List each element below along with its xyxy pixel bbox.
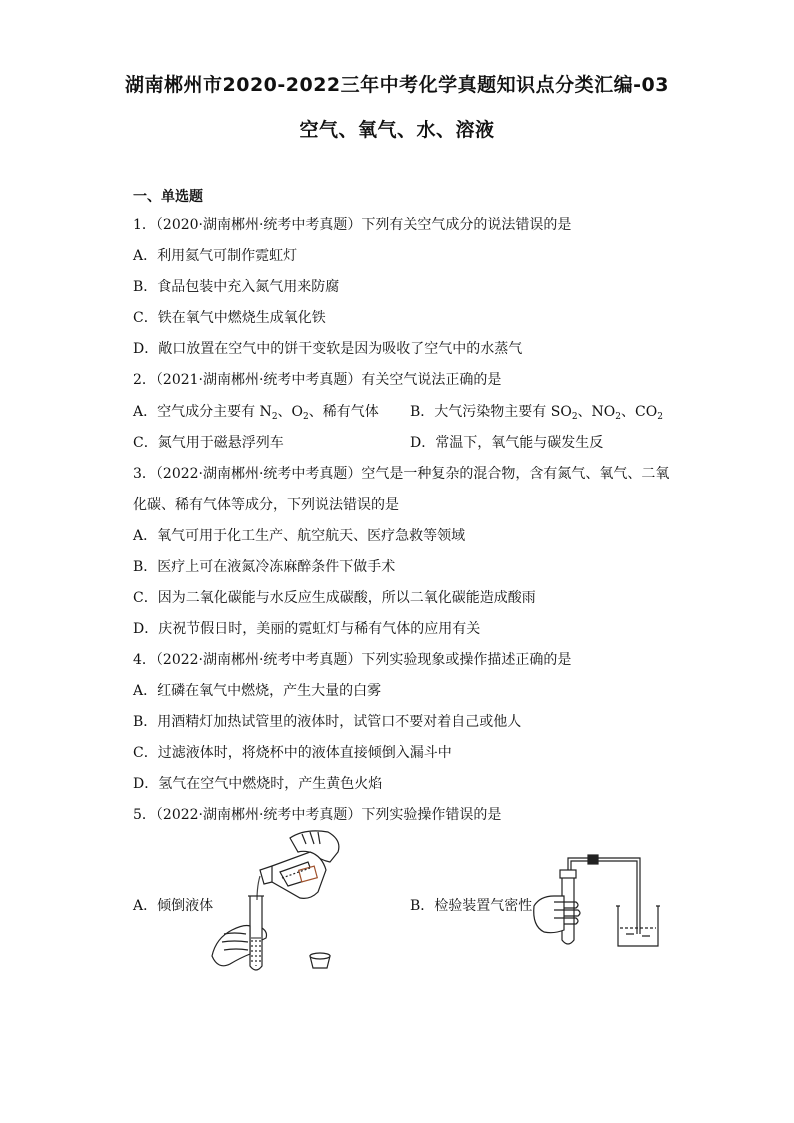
q4-option-c[interactable]: C．过滤液体时，将烧杯中的液体直接倾倒入漏斗中 xyxy=(133,745,452,761)
subscript: 2 xyxy=(571,412,578,422)
q2-a-text: 、O xyxy=(277,404,304,420)
q2-b-text: B．大气污染物主要有 SO xyxy=(410,404,572,420)
q3-option-b[interactable]: B．医疗上可在液氮冷冻麻醉条件下做手术 xyxy=(133,559,396,575)
pouring-liquid-figure xyxy=(210,828,360,973)
q5-option-a[interactable]: A．倾倒液体 xyxy=(133,898,214,914)
q1-option-c[interactable]: C．铁在氧气中燃烧生成氧化铁 xyxy=(133,310,326,326)
q3-option-d[interactable]: D．庆祝节假日时，美丽的霓虹灯与稀有气体的应用有关 xyxy=(133,621,481,637)
q3-option-a[interactable]: A．氧气可用于化工生产、航空航天、医疗急救等领域 xyxy=(133,528,466,544)
document-subtitle: 空气、氧气、水、溶液 xyxy=(299,119,495,141)
subscript: 2 xyxy=(303,412,309,422)
q1-option-a[interactable]: A．利用氦气可制作霓虹灯 xyxy=(133,248,298,264)
q3-stem-line1: 3．（2022·湖南郴州·统考中考真题）空气是一种复杂的混合物，含有氮气、氧气、二氧 xyxy=(133,466,670,482)
q5-option-b[interactable]: B．检验装置气密性 xyxy=(410,898,533,914)
q2-a-text: A．空气成分主要有 N xyxy=(133,404,272,420)
subscript: 2 xyxy=(657,412,663,422)
subscript: 2 xyxy=(615,412,622,422)
q4-option-a[interactable]: A．红磷在氧气中燃烧，产生大量的白雾 xyxy=(133,683,382,699)
airtightness-check-figure xyxy=(530,850,670,950)
q4-option-b[interactable]: B．用酒精灯加热试管里的液体时，试管口不要对着自己或他人 xyxy=(133,714,522,730)
q2-b-text: 、CO xyxy=(621,404,658,420)
q1-option-b[interactable]: B．食品包装中充入氮气用来防腐 xyxy=(133,279,340,295)
document-title: 湖南郴州市2020-2022三年中考化学真题知识点分类汇编-03 xyxy=(125,74,669,96)
q3-option-c[interactable]: C．因为二氧化碳能与水反应生成碳酸，所以二氧化碳能造成酸雨 xyxy=(133,590,536,606)
q1-option-d[interactable]: D．敞口放置在空气中的饼干变软是因为吸收了空气中的水蒸气 xyxy=(133,341,523,357)
q2-option-d[interactable]: D．常温下，氧气能与碳发生反 xyxy=(410,435,604,451)
q5-stem: 5．（2022·湖南郴州·统考中考真题）下列实验操作错误的是 xyxy=(133,807,502,823)
q2-option-b[interactable] xyxy=(410,401,663,422)
q4-stem: 4．（2022·湖南郴州·统考中考真题）下列实验现象或操作描述正确的是 xyxy=(133,652,572,668)
q2-option-a[interactable] xyxy=(133,401,379,422)
q2-stem: 2．（2021·湖南郴州·统考中考真题）有关空气说法正确的是 xyxy=(133,372,502,388)
subscript: 2 xyxy=(271,412,278,422)
q2-b-text: 、NO xyxy=(577,404,616,420)
q1-stem: 1．（2020·湖南郴州·统考中考真题）下列有关空气成分的说法错误的是 xyxy=(133,217,572,233)
q4-option-d[interactable]: D．氢气在空气中燃烧时，产生黄色火焰 xyxy=(133,776,383,792)
section-heading: 一、单选题 xyxy=(133,189,203,205)
q3-stem-line2: 化碳、稀有气体等成分，下列说法错误的是 xyxy=(133,497,399,513)
q2-option-c[interactable]: C．氮气用于磁悬浮列车 xyxy=(133,435,284,451)
q2-a-text: 、稀有气体 xyxy=(308,404,379,420)
